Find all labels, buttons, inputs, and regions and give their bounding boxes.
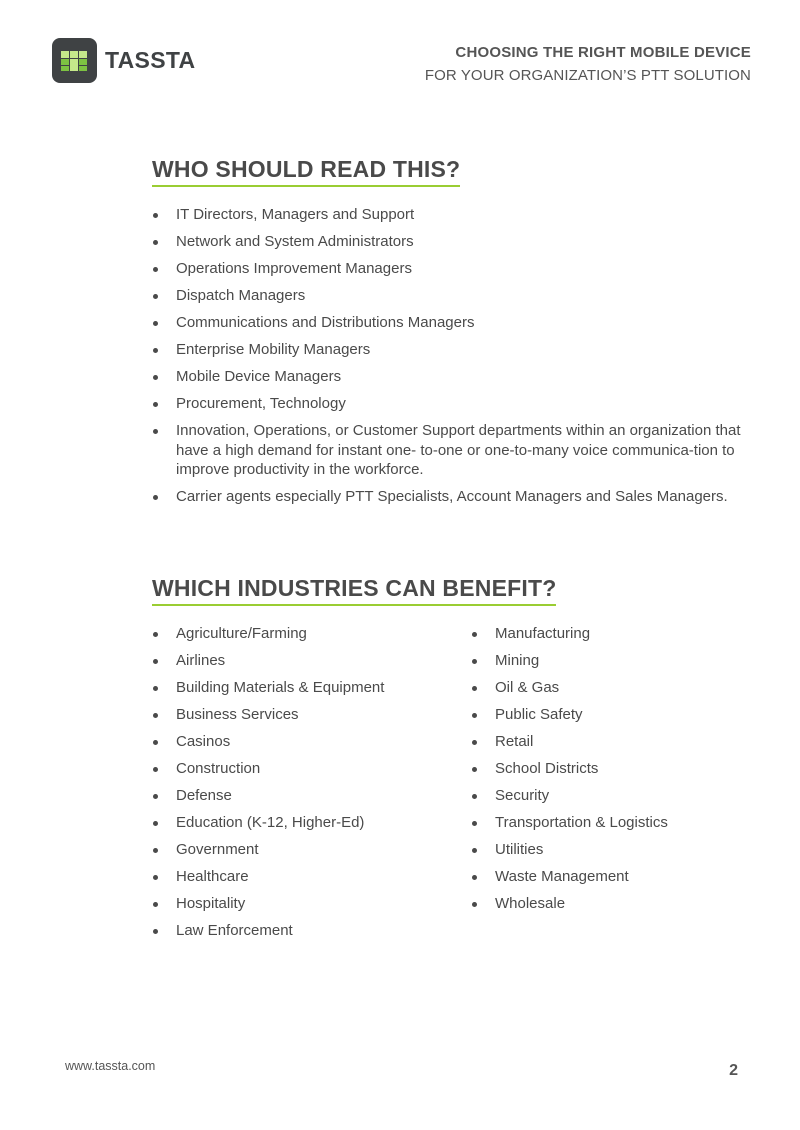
list-item: Mining [471, 651, 771, 671]
list-item: Hospitality [152, 894, 452, 914]
list-item: Government [152, 840, 452, 860]
readers-list [152, 205, 742, 514]
tassta-logo-icon [52, 38, 97, 83]
page-number: 2 [729, 1062, 738, 1079]
list-item: Retail [471, 732, 771, 752]
section-title-industries: WHICH INDUSTRIES CAN BENEFIT? [152, 575, 556, 606]
list-item: School Districts [471, 759, 771, 779]
list-item: Security [471, 786, 771, 806]
list-item: Waste Management [471, 867, 771, 887]
document-header [425, 44, 751, 84]
list-item: Innovation, Operations, or Customer Support departments within an organization that have a high demand for instant one- to-one or one-to-many voice communica-tion to improve productivity in the workforce. [152, 421, 742, 480]
list-item: Mobile Device Managers [152, 367, 742, 387]
list-item: Airlines [152, 651, 452, 671]
list-item: Construction [152, 759, 452, 779]
list-item: Defense [152, 786, 452, 806]
footer-website-link[interactable]: www.tassta.com [65, 1059, 156, 1073]
list-item: Enterprise Mobility Managers [152, 340, 742, 360]
list-item: Casinos [152, 732, 452, 752]
list-item: Manufacturing [471, 624, 771, 644]
logo-wordmark: TASSTA [105, 47, 196, 73]
list-item: Communications and Distributions Managers [152, 313, 742, 333]
section-title-who-should-read: WHO SHOULD READ THIS? [152, 156, 460, 187]
industries-list-column-2 [471, 624, 771, 921]
list-item: Building Materials & Equipment [152, 678, 452, 698]
list-item: Business Services [152, 705, 452, 725]
list-item: Law Enforcement [152, 921, 452, 941]
list-item: Transportation & Logistics [471, 813, 771, 833]
list-item: Network and System Administrators [152, 232, 742, 252]
list-item: Operations Improvement Managers [152, 259, 742, 279]
list-item: Healthcare [152, 867, 452, 887]
list-item: Dispatch Managers [152, 286, 742, 306]
list-item: Agriculture/Farming [152, 624, 452, 644]
list-item: Public Safety [471, 705, 771, 725]
header-title-line2: FOR YOUR ORGANIZATION’S PTT SOLUTION [424, 67, 751, 84]
list-item: Oil & Gas [471, 678, 771, 698]
list-item: IT Directors, Managers and Support [152, 205, 742, 225]
list-item: Carrier agents especially PTT Specialists, Account Managers and Sales Managers. [152, 487, 742, 507]
tassta-logo [52, 38, 195, 83]
list-item: Wholesale [471, 894, 771, 914]
list-item: Utilities [471, 840, 771, 860]
header-title-line1: CHOOSING THE RIGHT MOBILE DEVICE [455, 44, 751, 61]
list-item: Procurement, Technology [152, 394, 742, 414]
list-item: Education (K-12, Higher-Ed) [152, 813, 452, 833]
industries-list-column-1 [152, 624, 452, 948]
